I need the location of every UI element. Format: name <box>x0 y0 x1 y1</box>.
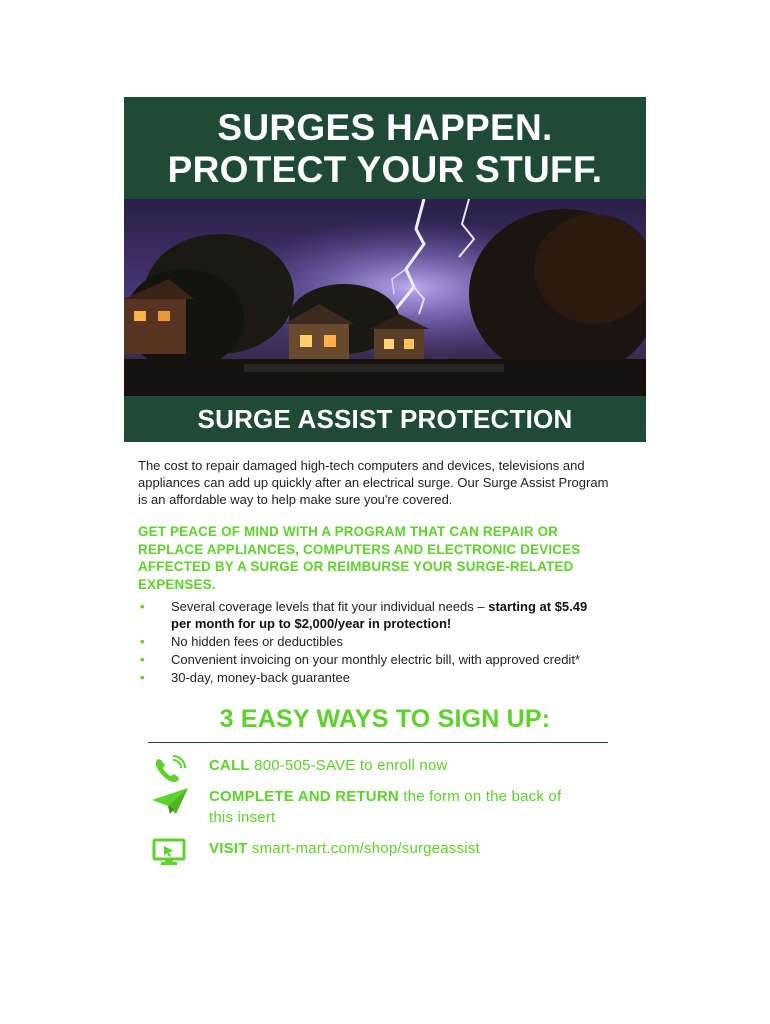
benefit-text: Convenient invoicing on your monthly electric bill, with approved credit* <box>171 652 580 667</box>
paper-plane-icon <box>152 786 190 821</box>
benefit-item <box>138 598 608 632</box>
benefit-list <box>138 598 608 686</box>
bullet-icon: • <box>140 670 145 685</box>
step-visit-text <box>209 838 589 859</box>
benefit-text: Several coverage levels that fit your individual needs – <box>171 599 489 614</box>
step-call-text <box>209 755 589 776</box>
complete-description: the form on the back of this insert <box>209 788 562 826</box>
benefit-text: No hidden fees or deductibles <box>171 634 344 649</box>
bullet-icon: • <box>140 634 145 649</box>
step-complete-text <box>209 786 589 828</box>
benefit-price: starting at $5.49 per month for up to $2,000/year in protection! <box>171 599 588 631</box>
monitor-icon <box>152 838 188 871</box>
headline <box>124 97 646 199</box>
headline-line-2: PROTECT YOUR STUFF. <box>167 149 603 190</box>
benefit-text: 30-day, money-back guarantee <box>171 670 350 685</box>
promo-paragraph: GET PEACE OF MIND WITH A PROGRAM THAT CAN REPAIR OR REPLACE APPLIANCES, COMPUTERS AND ELECTRONIC DEVICES AFFECTED BY A SURGE OR REIMBURSE YOUR SURGE-RELATED EXPENSES. <box>138 524 581 592</box>
call-number[interactable]: 800-505-SAVE to enroll now <box>249 757 448 774</box>
complete-label: COMPLETE AND RETURN <box>209 788 399 805</box>
benefit-item <box>138 633 608 650</box>
sign-up-title: 3 EASY WAYS TO SIGN UP: <box>219 705 551 733</box>
visit-url[interactable]: smart-mart.com/shop/surgeassist <box>247 840 480 857</box>
benefit-item <box>138 669 608 686</box>
visit-label: VISIT <box>209 840 248 857</box>
lightning-photo <box>124 199 646 396</box>
bullet-icon: • <box>140 599 145 614</box>
benefit-item <box>138 651 608 668</box>
phone-icon <box>152 755 188 790</box>
flyer <box>124 97 646 879</box>
bullet-icon: • <box>140 652 145 667</box>
intro-paragraph: The cost to repair damaged high-tech computers and devices, televisions and appliances can add up quickly after an electrical surge. Our Surge Assist Program is an affordable way to help make sure you're covered. <box>138 458 609 507</box>
banner-title: SURGE ASSIST PROTECTION <box>124 396 646 442</box>
sign-up-steps <box>124 749 646 879</box>
divider <box>148 742 608 743</box>
call-label: CALL <box>209 757 250 774</box>
headline-line-1: SURGES HAPPEN. <box>217 107 553 148</box>
